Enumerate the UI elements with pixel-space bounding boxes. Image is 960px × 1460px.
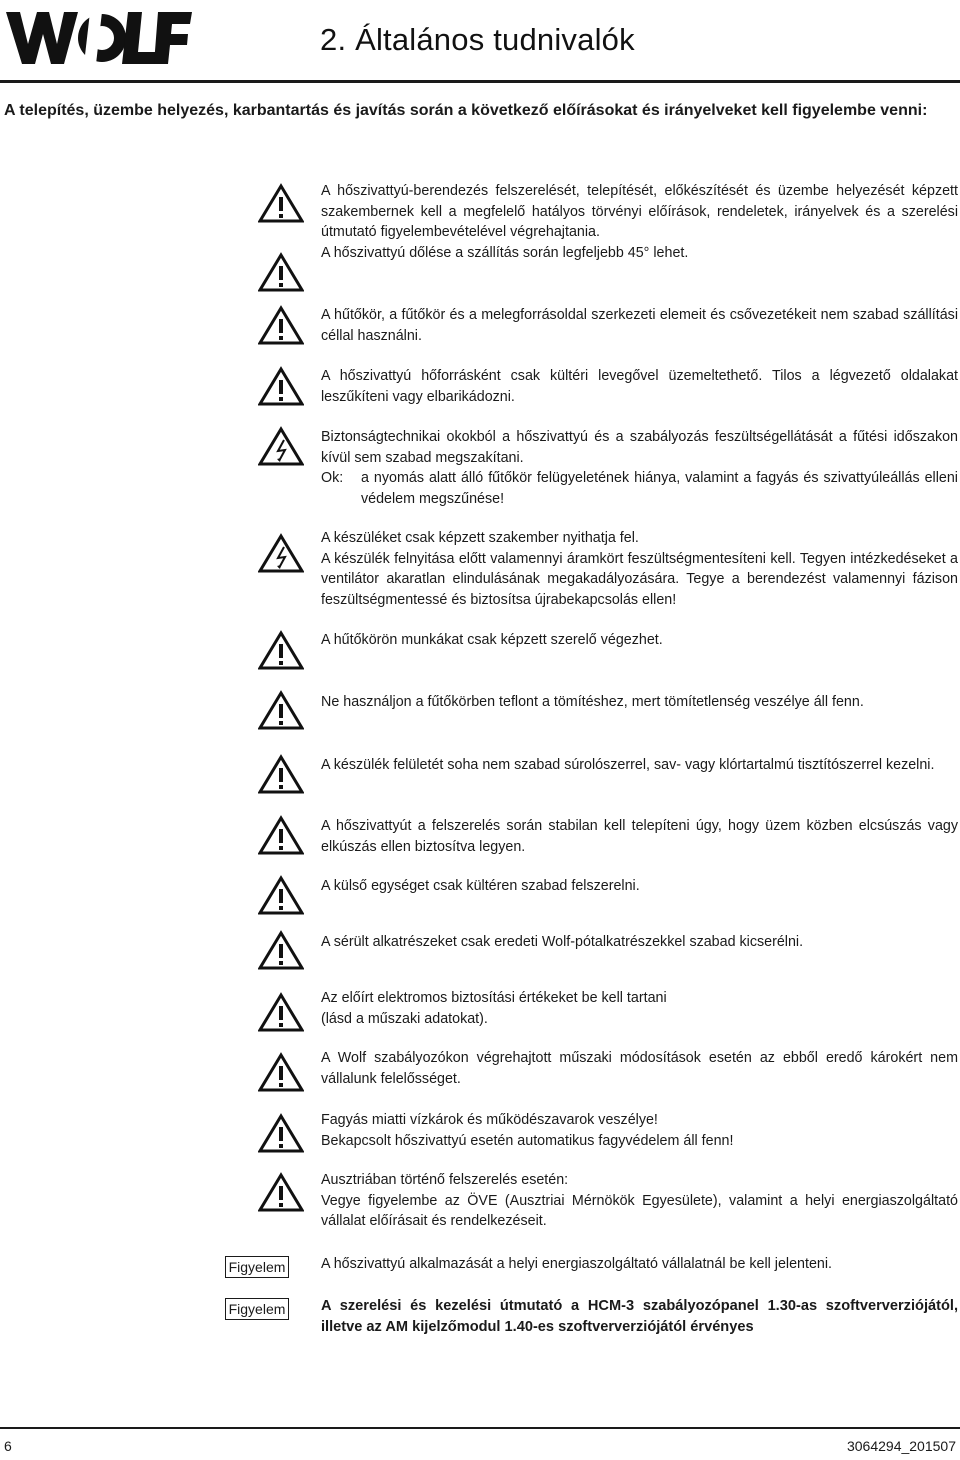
safety-block xyxy=(321,427,958,509)
safety-block xyxy=(321,305,958,346)
exclamation-triangle-icon xyxy=(258,366,304,406)
reason-row xyxy=(321,468,958,509)
safety-block xyxy=(321,1170,958,1232)
exclamation-triangle-icon xyxy=(258,690,304,730)
safety-paragraph: A külső egységet csak kültéren szabad felszerelni. xyxy=(321,878,640,894)
notice-block xyxy=(321,1254,958,1275)
page-title: 2. Általános tudnivalók xyxy=(320,22,635,57)
safety-paragraph: Bekapcsolt hőszivattyú esetén automatikus fagyvédelem áll fenn! xyxy=(321,1132,734,1149)
exclamation-triangle-icon xyxy=(258,754,304,794)
exclamation-triangle-icon xyxy=(258,875,304,915)
safety-block xyxy=(321,181,958,263)
safety-block xyxy=(321,366,958,407)
safety-paragraph: Biztonságtechnikai okokból a hőszivattyú és a szabályozás feszültségellátását a fűtési időszakon kívül sem szabad megszakítani. xyxy=(321,429,958,466)
exclamation-triangle-icon xyxy=(258,930,304,970)
safety-paragraph: A hőszivattyút a felszerelés során stabilan kell telepíteni úgy, hogy üzem közben elcsúszás vagy elkúszás ellen biztosítva legyen. xyxy=(321,818,958,855)
safety-block xyxy=(321,630,958,651)
safety-block xyxy=(321,1048,958,1089)
safety-paragraph: Vegye figyelembe az ÖVE (Ausztriai Mérnökök Egyesülete), valamint a helyi energiaszolgáltató vállalat előírásait és rendelkezéseit. xyxy=(321,1192,958,1229)
safety-paragraph: A készülék felületét soha nem szabad súrolószerrel, sav- vagy klórtartalmú tisztítószerrel kezelni. xyxy=(321,757,935,773)
footer-divider xyxy=(0,1427,960,1429)
reason-text: a nyomás alatt álló fűtőkör felügyeletének hiánya, valamint a fagyás és szivattyúleállás elleni védelem megszűnése! xyxy=(361,470,958,507)
exclamation-triangle-icon xyxy=(258,252,304,292)
safety-paragraph: A hőszivattyú hőforrásként csak kültéri levegővel üzemeltethető. Tilos a légvezető oldalakat leszűkíteni vagy elbarikádozni. xyxy=(321,368,958,405)
header-divider xyxy=(0,80,960,83)
exclamation-triangle-icon xyxy=(258,992,304,1032)
reason-label: Ok: xyxy=(321,470,344,486)
safety-paragraph: Ne használjon a fűtőkörben teflont a tömítéshez, mert tömítetlenség veszélye áll fenn. xyxy=(321,694,864,710)
safety-paragraph: A hűtőkör, a fűtőkör és a melegforrásoldal szerkezeti elemeit és csővezetékeit nem szabad szállítási céllal használni. xyxy=(321,307,958,344)
exclamation-triangle-icon xyxy=(258,183,304,223)
safety-paragraph: A sérült alkatrészeket csak eredeti Wolf-pótalkatrészekkel szabad kicserélni. xyxy=(321,934,804,950)
safety-block xyxy=(321,528,958,610)
safety-block xyxy=(321,932,958,953)
notice-label-box: Figyelem xyxy=(225,1298,289,1320)
intro-text: A telepítés, üzembe helyezés, karbantartás és javítás során a következő előírásokat és irányelveket kell figyelembe venni: xyxy=(4,102,928,119)
safety-block xyxy=(321,876,958,897)
lightning-triangle-icon xyxy=(258,533,304,573)
document-number: 3064294_201507 xyxy=(846,1438,956,1454)
exclamation-triangle-icon xyxy=(258,305,304,345)
notice-paragraph: A szerelési és kezelési útmutató a HCM-3 szabályozópanel 1.30-as szoftververziójától, illetve az AM kijelzőmodul 1.40-es szoftververziójától érvényes xyxy=(321,1298,958,1335)
exclamation-triangle-icon xyxy=(258,1052,304,1092)
notice-label-box: Figyelem xyxy=(225,1256,289,1278)
safety-paragraph: Az előírt elektromos biztosítási értékeket be kell tartani xyxy=(321,990,667,1006)
notice-paragraph: A hőszivattyú alkalmazását a helyi energiaszolgáltató vállalatnál be kell jelenteni. xyxy=(321,1256,833,1272)
exclamation-triangle-icon xyxy=(258,1113,304,1153)
safety-paragraph: A készülék felnyitása előtt valamennyi áramkört feszültségmentesíteni kell. Tegyen intézkedéseket a ventilátor akaratlan elindulásának megakadályozására. Tegye a berendezést valamennyi fázison feszültségmentessé és biztosítsa újrabekapcsolás ellen! xyxy=(321,550,958,608)
safety-block xyxy=(321,755,958,776)
safety-paragraph: Fagyás miatti vízkárok és működészavarok veszélye! xyxy=(321,1112,658,1128)
safety-block xyxy=(321,1110,958,1151)
safety-block xyxy=(321,816,958,857)
page-number: 6 xyxy=(4,1438,12,1454)
safety-paragraph: A hűtőkörön munkákat csak képzett szerelő végezhet. xyxy=(321,632,663,648)
safety-paragraph: Ausztriában történő felszerelés esetén: xyxy=(321,1172,569,1188)
safety-paragraph: (lásd a műszaki adatokat). xyxy=(321,1010,488,1027)
exclamation-triangle-icon xyxy=(258,1172,304,1212)
safety-block xyxy=(321,692,958,713)
safety-paragraph: A készüléket csak képzett szakember nyithatja fel. xyxy=(321,530,639,546)
safety-paragraph: A hőszivattyú dőlése a szállítás során legfeljebb 45° lehet. xyxy=(321,244,689,261)
exclamation-triangle-icon xyxy=(258,630,304,670)
safety-paragraph: A hőszivattyú-berendezés felszerelését, telepítését, előkészítését és üzembe helyezését képzett szakembernek kell a megfelelő hatályos törvényi előírások, rendeletek, irányelvek és a szerelési útmutató figyelembevételével végrehajtania. xyxy=(321,183,958,240)
notice-block xyxy=(321,1296,958,1337)
lightning-triangle-icon xyxy=(258,426,304,466)
safety-block xyxy=(321,988,958,1029)
safety-paragraph: A Wolf szabályozókon végrehajtott műszaki módosítások esetén az ebből eredő károkért nem vállalunk felelősséget. xyxy=(321,1050,958,1087)
exclamation-triangle-icon xyxy=(258,815,304,855)
wolf-logo xyxy=(6,8,192,66)
